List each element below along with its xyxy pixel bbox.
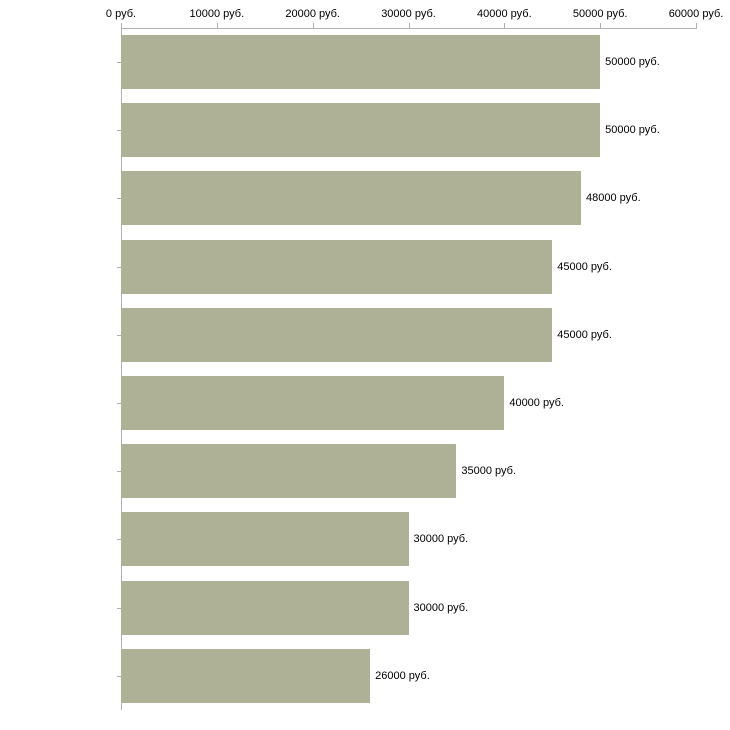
bar[interactable] bbox=[121, 240, 552, 294]
y-tick-mark bbox=[117, 403, 121, 404]
x-tick-mark bbox=[313, 23, 314, 28]
y-tick-mark bbox=[117, 267, 121, 268]
bar[interactable] bbox=[121, 35, 600, 89]
plot-area bbox=[121, 28, 696, 710]
x-tick-label: 10000 руб. bbox=[189, 8, 245, 20]
bar[interactable] bbox=[121, 649, 370, 703]
bar[interactable] bbox=[121, 376, 504, 430]
x-tick-label: 60000 руб. bbox=[668, 8, 724, 20]
bar-value-label: 45000 руб. bbox=[557, 328, 612, 341]
y-tick-mark bbox=[117, 608, 121, 609]
bar[interactable] bbox=[121, 581, 409, 635]
x-tick-label: 20000 руб. bbox=[285, 8, 340, 20]
y-tick-mark bbox=[117, 198, 121, 199]
x-tick-mark bbox=[217, 23, 218, 28]
bar-value-label: 35000 руб. bbox=[461, 465, 517, 478]
y-tick-mark bbox=[117, 471, 121, 472]
bar-row bbox=[121, 164, 696, 232]
x-tick-mark bbox=[409, 23, 410, 28]
bar-row bbox=[121, 28, 696, 96]
bar-value-label: 26000 руб. bbox=[375, 669, 430, 682]
x-tick-mark bbox=[600, 23, 601, 28]
x-tick-mark bbox=[504, 23, 505, 28]
bar[interactable] bbox=[121, 103, 600, 157]
x-tick-mark bbox=[121, 23, 122, 28]
x-tick-mark bbox=[696, 23, 697, 28]
bar-value-label: 48000 руб. bbox=[586, 192, 641, 205]
bar-row bbox=[121, 574, 696, 642]
bar-row bbox=[121, 301, 696, 369]
y-tick-mark bbox=[117, 539, 121, 540]
bar-row bbox=[121, 96, 696, 164]
x-tick-label: 50000 руб. bbox=[572, 8, 628, 20]
bar[interactable] bbox=[121, 444, 456, 498]
bar[interactable] bbox=[121, 308, 552, 362]
bar-row bbox=[121, 642, 696, 710]
x-tick-label: 0 руб. bbox=[105, 8, 137, 20]
bar-value-label: 45000 руб. bbox=[557, 260, 612, 273]
bar[interactable] bbox=[121, 512, 409, 566]
bar-value-label: 40000 руб. bbox=[509, 397, 564, 410]
bar-value-label: 50000 руб. bbox=[605, 124, 660, 137]
y-tick-mark bbox=[117, 62, 121, 63]
bar-row bbox=[121, 233, 696, 301]
bar-row bbox=[121, 437, 696, 505]
x-tick-label: 40000 руб. bbox=[477, 8, 532, 20]
bar-row bbox=[121, 505, 696, 573]
bar-value-label: 30000 руб. bbox=[413, 601, 469, 614]
x-tick-label: 30000 руб. bbox=[381, 8, 436, 20]
y-tick-mark bbox=[117, 130, 121, 131]
bar-value-label: 30000 руб. bbox=[413, 533, 469, 546]
y-tick-mark bbox=[117, 676, 121, 677]
bar[interactable] bbox=[121, 171, 581, 225]
y-tick-mark bbox=[117, 335, 121, 336]
bar-value-label: 50000 руб. bbox=[605, 56, 660, 69]
bar-row bbox=[121, 369, 696, 437]
